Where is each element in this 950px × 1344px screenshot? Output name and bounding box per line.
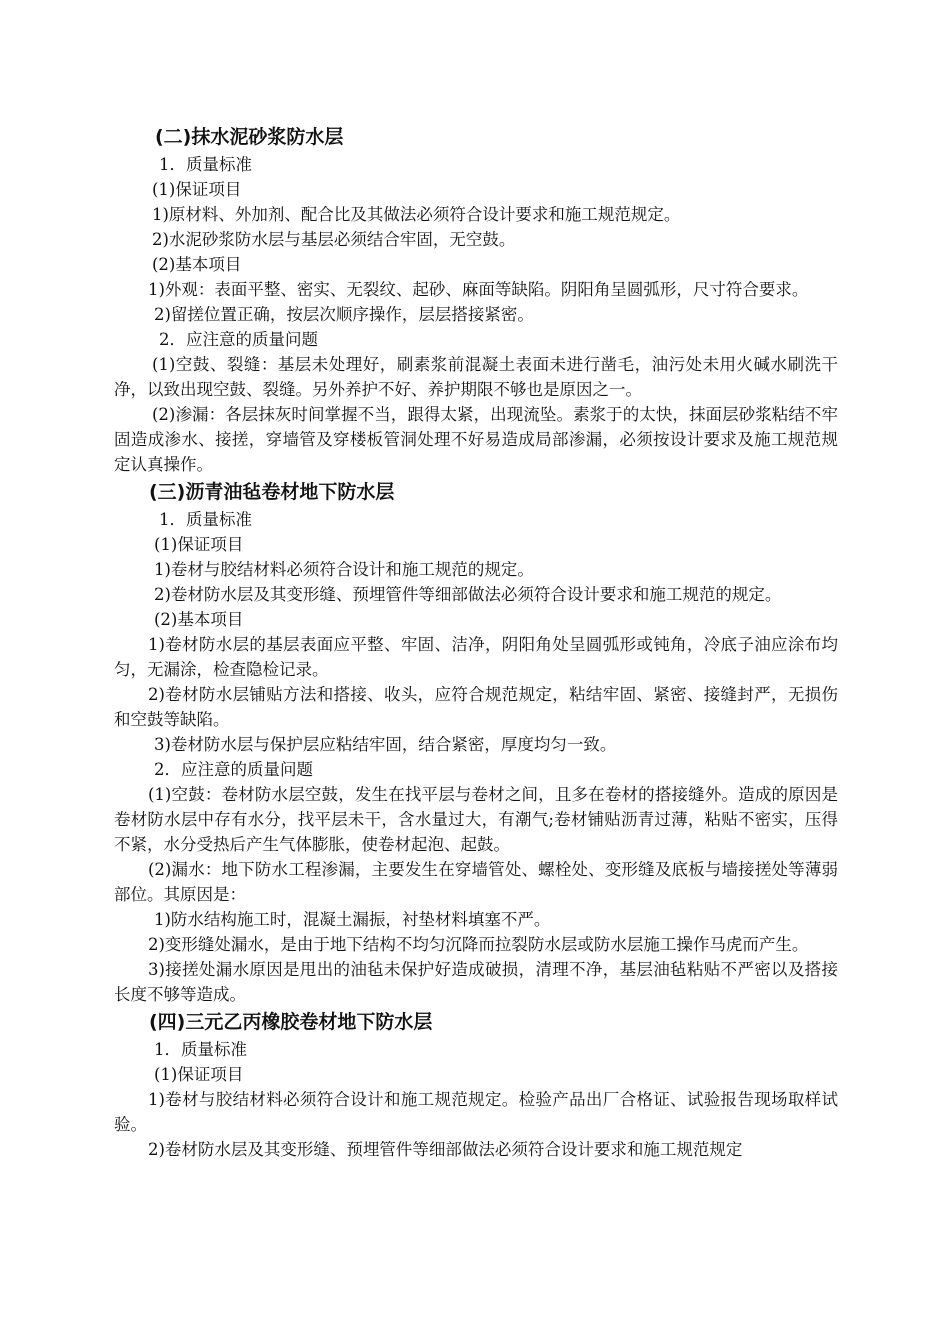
paragraph: 1)防水结构施工时，混凝土漏振，衬垫材料填塞不严。 (154, 910, 551, 929)
paragraph: (1)空鼓、裂缝：基层未处理好，刷素浆前混凝土表面未进行凿毛，油污处未用火碱水刷洗干净，以致出现空鼓、裂缝。另外养护不好、养护期限不够也是原因之一。 (114, 355, 838, 399)
paragraph: 3)卷材防水层与保护层应粘结牢固，结合紧密，厚度均匀一致。 (154, 735, 617, 754)
paragraph: 2)卷材防水层及其变形缝、预埋管件等细部做法必须符合设计要求和施工规范规定 (148, 1140, 743, 1159)
section-heading: (四)三元乙丙橡胶卷材地下防水层 (149, 1011, 433, 1033)
section-heading: (二)抹水泥砂浆防水层 (155, 126, 344, 148)
paragraph: 1)卷材与胶结材料必须符合设计和施工规范规定。检验产品出厂合格证、试验报告现场取样试验。 (114, 1090, 838, 1134)
paragraph: 1．质量标准 (154, 1040, 247, 1059)
paragraph: 2．应注意的质量问题 (159, 330, 318, 349)
paragraph: (2)漏水：地下防水工程渗漏，主要发生在穿墙管处、螺栓处、变形缝及底板与墙接搓处等薄弱部位。其原因是： (114, 860, 838, 904)
paragraph: 2)卷材防水层及其变形缝、预埋管件等细部做法必须符合设计要求和施工规范的规定。 (154, 585, 782, 604)
paragraph: (1)空鼓：卷材防水层空鼓，发生在找平层与卷材之间，且多在卷材的搭接缝外。造成的原因是卷材防水层中存有水分，找平层未干，含水量过大，有潮气;卷材铺贴沥青过薄，粘贴不密实，压得不紧，水分受热后产生气体膨胀，使卷材起泡、起鼓。 (114, 785, 838, 854)
paragraph: 1．质量标准 (159, 155, 252, 174)
paragraph: 1．质量标准 (159, 510, 252, 529)
paragraph: 2)卷材防水层铺贴方法和搭接、收头，应符合规范规定，粘结牢固、紧密、接缝封严，无损伤和空鼓等缺陷。 (114, 685, 838, 729)
paragraph: (2)渗漏：各层抹灰时间掌握不当，跟得太紧，出现流坠。素浆于的太快，抹面层砂浆粘结不牢固造成渗水、接搓，穿墙管及穿楼板管洞处理不好易造成局部渗漏，必须按设计要求及施工规范规定认真操作。 (114, 405, 838, 474)
paragraph: 1)卷材防水层的基层表面应平整、牢固、洁净，阴阳角处呈圆弧形或钝角，冷底子油应涂布均匀，无漏涂，检查隐检记录。 (114, 635, 838, 679)
paragraph: (1)保证项目 (152, 180, 242, 199)
paragraph: 2)水泥砂浆防水层与基层必须结合牢固，无空鼓。 (152, 230, 516, 249)
paragraph: 1)卷材与胶结材料必须符合设计和施工规范的规定。 (154, 560, 534, 579)
paragraph: 2．应注意的质量问题 (154, 760, 313, 779)
paragraph: (2)基本项目 (152, 255, 242, 274)
paragraph: 1)原材料、外加剂、配合比及其做法必须符合设计要求和施工规范规定。 (152, 205, 681, 224)
paragraph: 1)外观：表面平整、密实、无裂纹、起砂、麻面等缺陷。阴阳角呈圆弧形，尺寸符合要求。 (148, 280, 809, 299)
paragraph: 2)留搓位置正确，按层次顺序操作，层层搭接紧密。 (154, 305, 534, 324)
paragraph: 2)变形缝处漏水，是由于地下结构不均匀沉降而拉裂防水层或防水层施工操作马虎而产生。 (148, 935, 809, 954)
paragraph: (1)保证项目 (154, 1065, 244, 1084)
paragraph: 3)接搓处漏水原因是甩出的油毡未保护好造成破损，清理不净，基层油毡粘贴不严密以及搭接长度不够等造成。 (114, 960, 838, 1004)
section-heading: (三)沥青油毡卷材地下防水层 (149, 481, 395, 503)
document-page (114, 122, 838, 1162)
paragraph: (1)保证项目 (154, 535, 244, 554)
paragraph: (2)基本项目 (154, 610, 244, 629)
